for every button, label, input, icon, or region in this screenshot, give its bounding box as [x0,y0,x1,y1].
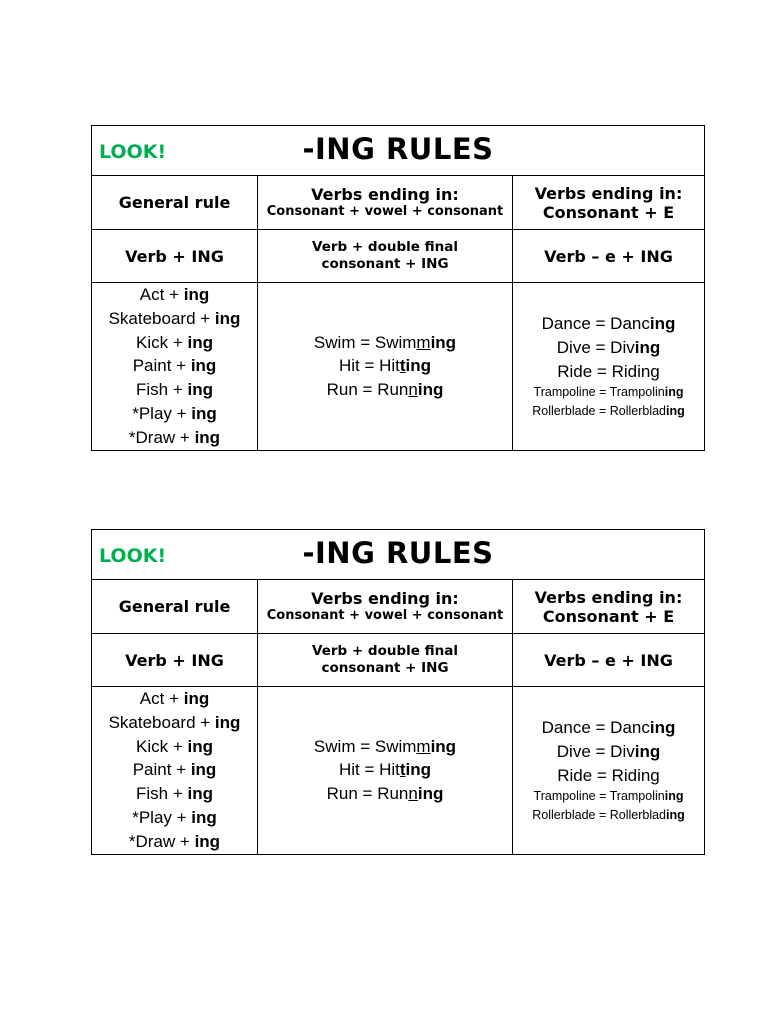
header-e-title: Verbs ending in: [534,587,683,607]
example-doubled-letter: m [416,736,431,756]
example-item [513,806,704,825]
rule-general [92,634,258,687]
header-cvc-subtitle: Consonant + vowel + consonant [266,203,504,219]
header-cvc-title: Verbs ending in: [311,184,459,204]
example-base: Rollerblade = Rollerblad [532,403,667,418]
rule-cvc [258,230,513,283]
card-title: -ING RULES [302,536,494,570]
rule-general-label: Verb + ING [125,246,224,266]
rule-e-label: Verb – e + ING [544,246,673,266]
example-suffix: ing [190,356,217,376]
example-base: *Draw + [128,427,195,447]
header-e-subtitle: Consonant + E [542,606,675,626]
example-suffix: ing [214,308,241,328]
example-base: Run = Run [326,380,409,400]
example-suffix: ing [664,789,684,804]
example-base: Act + [139,285,184,304]
example-item [92,711,257,735]
general-examples [92,283,258,451]
example-item [92,806,257,830]
example-item [92,830,257,854]
title-row [92,530,705,580]
example-item [513,402,704,421]
title-row [92,126,705,176]
header-e-subtitle: Consonant + E [542,202,675,222]
rule-cvc-label: Verb + double final consonant + ING [312,239,458,272]
header-cvc-title: Verbs ending in: [311,588,459,608]
example-suffix: ing [194,831,221,851]
example-base: Swim = Swim [313,736,417,756]
look-label: LOOK! [99,141,167,163]
example-item [92,782,257,806]
example-suffix: ing [214,712,241,732]
example-suffix: ing [187,332,213,352]
example-base: Hit = Hit [338,356,400,376]
example-base: *Play + [132,403,192,423]
header-e [513,580,705,634]
general-examples [92,687,258,855]
cvc-examples [258,283,513,451]
example-item [92,758,257,782]
example-base: Dance = Danc [541,718,650,738]
example-base: Kick + [136,332,188,352]
rule-general-label: Verb + ING [125,650,224,670]
header-general-label: General rule [118,597,231,616]
example-suffix: ing [649,314,676,334]
example-suffix: ing [666,403,685,418]
example-item [513,740,704,764]
card-title: -ING RULES [302,132,494,166]
example-base: Swim = Swim [313,332,417,352]
example-base: Act + [139,689,184,708]
example-suffix: ing [194,427,221,447]
example-suffix: ing [187,380,213,400]
example-item [258,354,512,378]
header-general [92,580,258,634]
example-item [92,378,257,402]
example-item [92,307,257,331]
example-base: Paint + [132,760,191,780]
example-base: Fish + [136,784,188,804]
header-e [513,176,705,230]
e-examples [513,687,705,855]
example-suffix: ing [634,741,661,761]
example-item [92,331,257,355]
example-base: Dive = Div [556,741,635,761]
look-label: LOOK! [99,545,167,567]
example-doubled-letter: n [408,380,418,400]
example-item [258,782,512,806]
example-suffix: ing [649,718,676,738]
example-item [513,360,704,384]
example-base: *Play + [132,807,192,827]
rule-e [513,634,705,687]
example-item [92,283,257,307]
example-item [513,312,704,336]
header-general-label: General rule [118,193,231,212]
example-base: Trampoline = Trampolin [533,789,665,804]
header-cvc [258,580,513,634]
example-item [513,787,704,806]
example-suffix: ing [405,760,432,780]
header-general [92,176,258,230]
example-suffix: ing [183,285,210,304]
example-base: Trampoline = Trampolin [533,385,665,400]
example-suffix: ing [191,403,217,423]
example-suffix: ing [430,332,457,352]
header-e-title: Verbs ending in: [534,183,683,203]
example-suffix: ing [183,689,210,708]
example-base: Rollerblade = Rollerblad [532,807,667,822]
example-base: *Draw + [128,831,195,851]
example-item [92,735,257,759]
example-suffix: ing [187,736,213,756]
example-base: Paint + [132,356,191,376]
example-suffix: ing [417,380,444,400]
cvc-examples [258,687,513,855]
example-suffix: ing [405,356,432,376]
example-base: Ride = Riding [557,361,660,381]
example-item [513,764,704,788]
example-item [258,735,512,759]
rule-e-label: Verb – e + ING [544,650,673,670]
example-doubled-letter: t [399,760,406,780]
example-base: Kick + [136,736,188,756]
example-base: Hit = Hit [338,760,400,780]
example-suffix: ing [634,337,661,357]
example-base: Run = Run [326,784,409,804]
example-item [92,402,257,426]
example-item [513,383,704,402]
example-item [513,716,704,740]
example-suffix: ing [666,807,685,822]
rule-e [513,230,705,283]
example-item [258,378,512,402]
example-doubled-letter: m [416,332,431,352]
example-suffix: ing [417,784,444,804]
example-item [92,426,257,450]
example-item [92,354,257,378]
example-base: Dance = Danc [541,314,650,334]
ing-rules-card-1 [91,125,705,451]
example-suffix: ing [190,760,217,780]
ing-rules-card-2 [91,529,705,855]
rule-general [92,230,258,283]
example-suffix: ing [430,736,457,756]
example-base: Fish + [136,380,188,400]
example-base: Dive = Div [556,337,635,357]
example-base: Skateboard + [108,712,215,732]
header-cvc-subtitle: Consonant + vowel + consonant [266,607,504,623]
example-item [92,687,257,711]
example-doubled-letter: t [399,356,406,376]
example-item [258,331,512,355]
example-suffix: ing [664,385,684,400]
example-base: Ride = Riding [557,765,660,785]
example-doubled-letter: n [408,784,418,804]
e-examples [513,283,705,451]
example-item [258,758,512,782]
rule-cvc-label: Verb + double final consonant + ING [312,643,458,676]
rule-cvc [258,634,513,687]
example-suffix: ing [191,807,217,827]
example-suffix: ing [187,784,213,804]
example-item [513,336,704,360]
example-base: Skateboard + [108,308,215,328]
header-cvc [258,176,513,230]
